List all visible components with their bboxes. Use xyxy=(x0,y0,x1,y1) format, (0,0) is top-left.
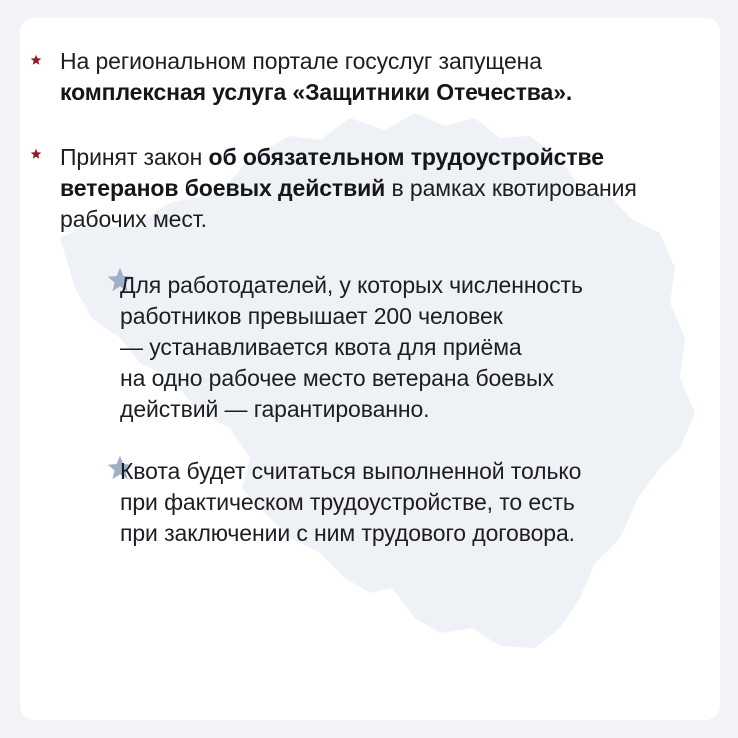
star-icon xyxy=(30,148,42,160)
sub-item-1-line-3: — устанавливается квота для приёма xyxy=(120,334,522,360)
item-2-line-1-text: Принят закон xyxy=(60,144,209,170)
bullet-item-2 xyxy=(60,142,637,235)
item-2-line-1-bold: об обязательном трудоустройстве xyxy=(208,144,604,170)
item-1-line-2-bold: комплексная услуга «Защитники Отечества». xyxy=(60,79,573,105)
sub-item-2 xyxy=(120,456,581,549)
sub-item-2-line-1: Квота будет считаться выполненной только xyxy=(120,458,582,484)
sub-item-1-line-4: на одно рабочее место ветерана боевых xyxy=(120,365,554,391)
item-2-line-1 xyxy=(60,142,637,173)
sub-item-1-line-5: действий — гарантированно. xyxy=(120,396,430,422)
sub-item-1-line-1: Для работодателей, у которых численность xyxy=(120,272,583,298)
sub-item-2-line-3: при заключении с ним трудового договора. xyxy=(120,520,575,546)
item-1-line-1: На региональном портале госуслуг запущена xyxy=(60,48,542,74)
item-2-line-3: рабочих мест. xyxy=(60,206,207,232)
content-card xyxy=(20,18,720,720)
sub-item-2-line-2: при фактическом трудоустройстве, то есть xyxy=(120,489,575,515)
bullet-item-1 xyxy=(60,46,572,108)
item-2-line-2-bold: ветеранов боевых действий xyxy=(60,175,386,201)
sub-item-1-line-2: работников превышает 200 человек xyxy=(120,303,503,329)
sub-item-1 xyxy=(120,270,583,425)
item-2-line-2-text: в рамках квотирования xyxy=(385,175,637,201)
star-icon xyxy=(30,54,42,66)
item-2-line-2 xyxy=(60,173,637,204)
